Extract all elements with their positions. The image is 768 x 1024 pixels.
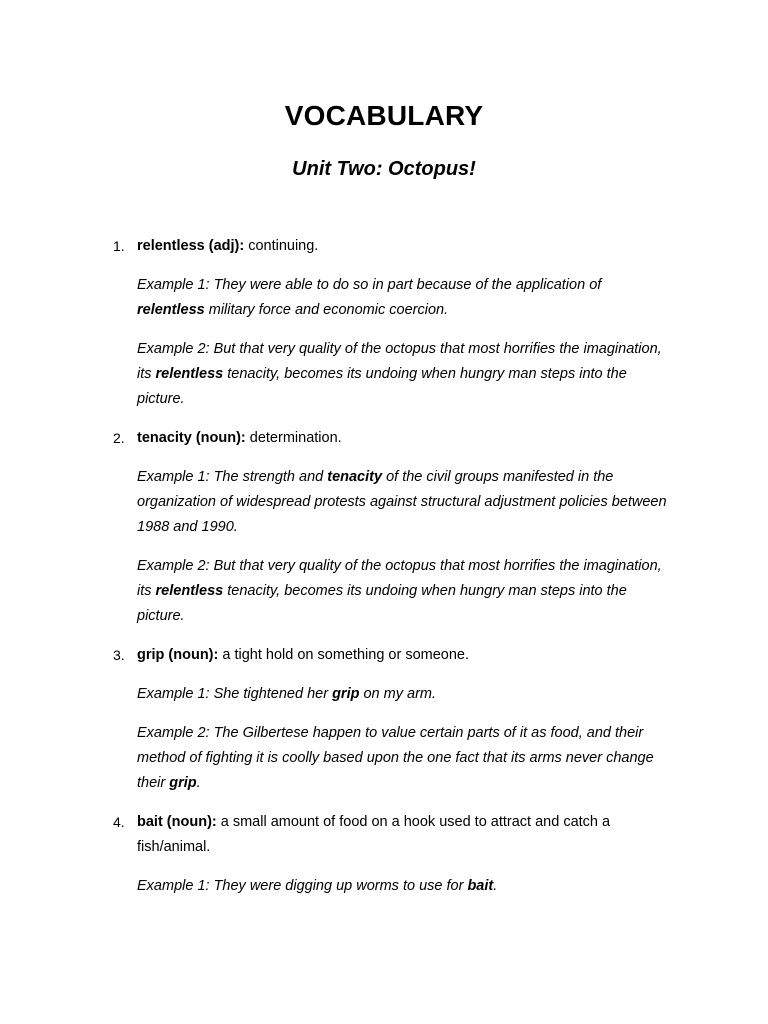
example-sentence: [137, 273, 672, 323]
entry-number: 4.: [113, 814, 125, 830]
example-text: tenacity, becomes its undoing when hungry man steps into the picture.: [137, 366, 627, 407]
example-sentence: [137, 874, 672, 899]
entry-term: tenacity (noun):: [137, 430, 246, 446]
vocabulary-list: [0, 234, 768, 913]
vocabulary-entry: [0, 810, 768, 899]
example-keyword: relentless: [155, 366, 224, 382]
entry-headline: [137, 643, 672, 668]
entry-headline: [137, 234, 672, 259]
entry-definition: determination.: [245, 430, 342, 446]
entry-number: 1.: [113, 238, 125, 254]
entry-number: 3.: [113, 647, 125, 663]
vocabulary-entry: [0, 643, 768, 796]
entry-number: 2.: [113, 430, 125, 446]
example-text: Example 1: They were able to do so in part because of the application of: [137, 277, 602, 293]
example-text: of the civil groups manifested in the organization of widespread protests against structural adjustment policies between 1988 and 1990.: [137, 469, 667, 535]
entry-definition: a tight hold on something or someone.: [218, 647, 470, 663]
example-sentence: [137, 554, 672, 629]
example-sentence: [137, 721, 672, 796]
example-text: .: [196, 775, 201, 791]
example-sentence: [137, 337, 672, 412]
example-text: on my arm.: [359, 686, 437, 702]
example-keyword: tenacity: [327, 469, 383, 485]
entry-headline: [137, 810, 672, 860]
example-text: Example 1: She tightened her: [137, 686, 333, 702]
entry-headline: [137, 426, 672, 451]
entry-definition: a small amount of food on a hook used to attract and catch a fish/animal.: [137, 814, 611, 855]
entry-term: grip (noun):: [137, 647, 219, 663]
example-keyword: relentless: [137, 302, 205, 318]
example-keyword: grip: [169, 775, 197, 791]
entry-term: relentless (adj):: [137, 238, 245, 254]
example-sentence: [137, 465, 672, 540]
example-text: Example 2: But that very quality of the octopus that most horrifies the imagination, its: [137, 341, 662, 382]
document-subtitle: Unit Two: Octopus!: [292, 158, 476, 180]
example-sentence: [137, 682, 672, 707]
example-text: Example 1: The strength and: [137, 469, 328, 485]
example-text: Example 2: But that very quality of the octopus that most horrifies the imagination, its: [137, 558, 662, 599]
vocabulary-entry: [0, 234, 768, 412]
entry-definition: continuing.: [244, 238, 319, 254]
example-text: tenacity, becomes its undoing when hungry man steps into the picture.: [137, 583, 627, 624]
example-text: military force and economic coercion.: [204, 302, 449, 318]
vocabulary-entry: [0, 426, 768, 629]
example-text: Example 1: They were digging up worms to use for: [137, 878, 468, 894]
entry-term: bait (noun):: [137, 814, 217, 830]
example-text: .: [493, 878, 498, 894]
example-keyword: bait: [467, 878, 494, 894]
example-keyword: grip: [332, 686, 360, 702]
example-keyword: relentless: [155, 583, 224, 599]
document-title: VOCABULARY: [284, 100, 484, 131]
example-text: Example 2: The Gilbertese happen to value certain parts of it as food, and their method of fighting it is coolly based upon the one fact that its arms never change their: [137, 725, 654, 791]
